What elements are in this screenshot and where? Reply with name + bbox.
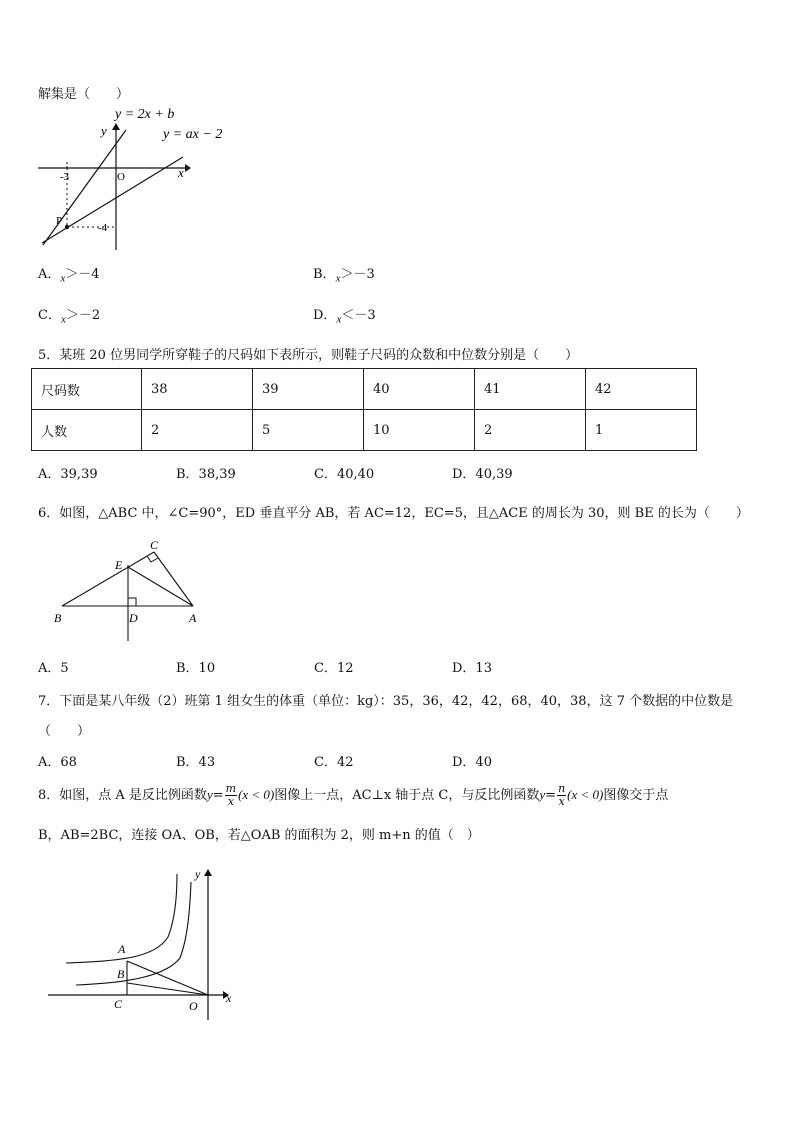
table-cell: 41 bbox=[475, 369, 586, 410]
label-origin: O bbox=[117, 171, 125, 183]
table-cell: 40 bbox=[364, 369, 475, 410]
q8-stem-c: 图像交于点 bbox=[603, 788, 669, 803]
func2-cond: (x < 0) bbox=[567, 787, 604, 802]
q4-option-c[interactable]: C．$_x$＞－2 bbox=[38, 308, 101, 326]
label-y: y bbox=[195, 867, 201, 881]
label-a: A bbox=[189, 611, 197, 625]
y-axis-arrow-icon bbox=[112, 123, 120, 130]
q8-stem-line2: B，AB=2BC，连接 OA、OB，若△OAB 的面积为 2，则 m+n 的值（ ） bbox=[38, 828, 480, 843]
func2-eq: = bbox=[545, 788, 557, 803]
q8-figure bbox=[40, 862, 250, 1027]
label-x: x bbox=[226, 991, 232, 1005]
segment-ca bbox=[154, 552, 193, 606]
q4-option-b[interactable]: B．$_x$＞－3 bbox=[313, 267, 375, 285]
curve-n bbox=[76, 882, 191, 985]
q8-stem-b: 图像上一点，AC⊥x 轴于点 C，与反比例函数 bbox=[274, 788, 540, 803]
label-minus4: -4 bbox=[98, 222, 108, 234]
label-e: E bbox=[115, 558, 123, 572]
q4-stem: 解集是（ ） bbox=[38, 87, 130, 102]
func2-fraction: $\frac{n}{x}$ bbox=[558, 782, 566, 808]
q6-figure bbox=[45, 535, 215, 645]
q5-stem: 5．某班 20 位男同学所穿鞋子的尺码如下表所示，则鞋子尺码的众数和中位数分别是（ ） bbox=[38, 348, 579, 363]
q7-stem: 7．下面是某八年级（2）班第 1 组女生的体重（单位：kg）：35，36，42，42，68，40，38，这 7 个数据的中位数是 bbox=[38, 694, 734, 709]
label-minus3: -3 bbox=[60, 171, 70, 183]
line-y-2x-b bbox=[43, 130, 126, 245]
label-a: A bbox=[118, 942, 126, 956]
q7-option-c[interactable]: C．42 bbox=[314, 755, 354, 770]
q7-option-d[interactable]: D．40 bbox=[452, 755, 492, 770]
q7-paren: （ ） bbox=[38, 724, 91, 739]
table-cell: 10 bbox=[364, 410, 475, 451]
label-line1: y = 2x + b bbox=[115, 107, 175, 122]
q5-option-a[interactable]: A．39,39 bbox=[38, 467, 98, 482]
q6-option-d[interactable]: D．13 bbox=[452, 661, 492, 676]
point-p bbox=[65, 225, 69, 229]
table-cell: 39 bbox=[253, 369, 364, 410]
label-b: B bbox=[54, 611, 62, 625]
func1-cond: (x < 0) bbox=[238, 787, 275, 802]
table-cell: 人数 bbox=[32, 410, 142, 451]
segment-ob bbox=[127, 983, 208, 995]
q8-stem-line1 bbox=[38, 780, 668, 811]
q8-stem-a: 8．如图，点 A 是反比例函数 bbox=[38, 788, 207, 803]
func1-eq: = bbox=[212, 788, 224, 803]
right-angle-d bbox=[128, 598, 136, 606]
label-c: C bbox=[114, 997, 123, 1011]
table-cell: 42 bbox=[586, 369, 697, 410]
table-cell: 2 bbox=[142, 410, 253, 451]
label-d: D bbox=[129, 611, 138, 625]
label-o: O bbox=[189, 999, 198, 1013]
table-cell: 1 bbox=[586, 410, 697, 451]
q5-table bbox=[31, 368, 697, 451]
func1-fraction: $\frac{m}{x}$ bbox=[225, 782, 237, 808]
q5-option-b[interactable]: B．38,39 bbox=[176, 467, 236, 482]
func1-y: y bbox=[206, 787, 213, 802]
label-x: x bbox=[178, 165, 184, 180]
x-axis-arrow-icon bbox=[185, 164, 191, 172]
table-row bbox=[32, 369, 697, 410]
label-line2: y = ax − 2 bbox=[163, 127, 223, 142]
q4-option-d[interactable]: D．$_x$＜－3 bbox=[313, 308, 376, 326]
table-row bbox=[32, 410, 697, 451]
y-axis-arrow-icon bbox=[204, 869, 212, 876]
right-angle-c bbox=[147, 556, 158, 562]
table-cell: 尺码数 bbox=[32, 369, 142, 410]
label-b: B bbox=[117, 967, 125, 981]
segment-bc bbox=[62, 552, 154, 606]
label-c: C bbox=[150, 538, 159, 552]
q5-option-c[interactable]: C．40,40 bbox=[314, 467, 375, 482]
q4-graph bbox=[30, 100, 250, 260]
q6-stem: 6．如图，△ABC 中，∠C=90°，ED 垂直平分 AB，若 AC=12，EC=5，且△ACE 的周长为 30，则 BE 的长为（ ） bbox=[38, 506, 749, 521]
q6-option-a[interactable]: A．5 bbox=[38, 661, 69, 676]
q6-option-c[interactable]: C．12 bbox=[314, 661, 354, 676]
label-y: y bbox=[101, 123, 107, 138]
table-cell: 2 bbox=[475, 410, 586, 451]
line-y-ax-2 bbox=[42, 157, 183, 243]
segment-ea bbox=[128, 567, 193, 606]
table-cell: 38 bbox=[142, 369, 253, 410]
q5-option-d[interactable]: D．40,39 bbox=[452, 467, 513, 482]
func2-y: y bbox=[539, 787, 546, 802]
q4-option-a[interactable]: A．$_x$＞－4 bbox=[38, 267, 100, 285]
q7-option-a[interactable]: A．68 bbox=[38, 755, 77, 770]
table-cell: 5 bbox=[253, 410, 364, 451]
q7-option-b[interactable]: B．43 bbox=[176, 755, 216, 770]
q6-option-b[interactable]: B．10 bbox=[176, 661, 216, 676]
label-p: P bbox=[56, 215, 63, 227]
